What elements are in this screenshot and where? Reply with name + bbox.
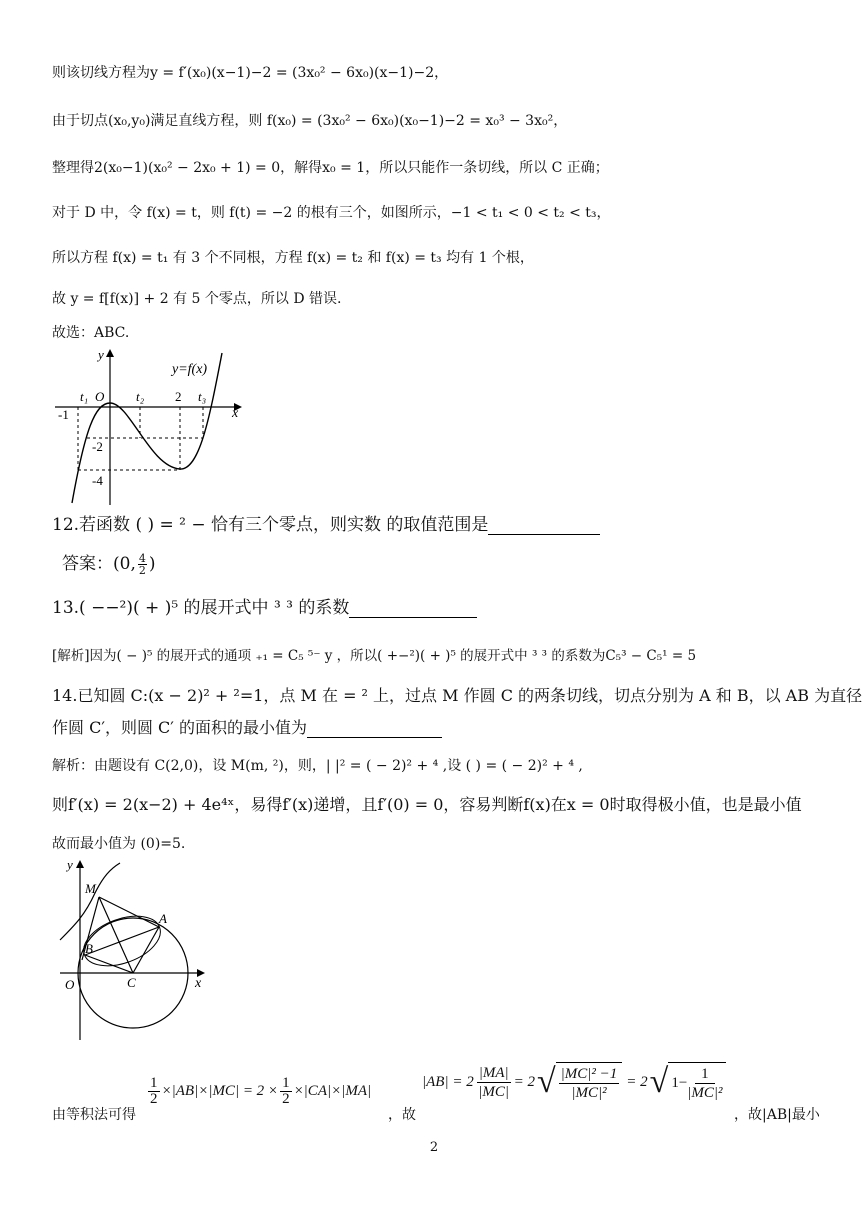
- question-text: 13.( −−²)( + )⁵ 的展开式中 ³ ³ 的系数: [52, 598, 350, 618]
- tick-t3: t₃: [198, 389, 207, 404]
- fraction-half: [148, 1076, 160, 1107]
- circle-tangent-graph: [55, 855, 215, 1045]
- x-axis-label: x: [195, 976, 202, 991]
- text-line: 整理得2(x₀−1)(x₀² − 2x₀ + 1) = 0，解得x₀ = 1，所以只能作一条切线，所以 C 正确；: [52, 160, 609, 176]
- origin-label: O: [95, 389, 105, 404]
- chord-length-formula: [422, 1062, 726, 1102]
- tick-t2: t₂: [136, 389, 145, 404]
- formula-text: ×|CA|×|MA|: [293, 1083, 372, 1099]
- solution-14-line2: 则f′(x) = 2(x−2) + 4e⁴ˣ，易得f′(x)递增，且f′(0) = 0，容易判断f(x)在x = 0时取得极小值，也是最小值: [52, 795, 802, 814]
- solution-14-line3: 故而最小值为 (0)=5.: [52, 836, 186, 852]
- answer-text: ): [148, 554, 156, 574]
- answer-blank: [307, 723, 442, 738]
- fraction: [477, 1064, 511, 1101]
- question-text: 作圆 C′，则圆 C′ 的面积的最小值为: [52, 718, 308, 737]
- curve-label: y=f(x): [172, 362, 208, 377]
- answer-text: 答案：(0,: [62, 554, 136, 574]
- point-C-label: C: [127, 975, 136, 990]
- fraction-numerator: |MC|² −1: [560, 1066, 618, 1082]
- text-line: 则该切线方程为y = f′(x₀)(x−1)−2 = (3x₀² − 6x₀)(x−1)−2，: [52, 65, 449, 81]
- tick-2: 2: [175, 389, 182, 404]
- page-number: 2: [429, 1140, 439, 1155]
- fraction-numerator: 1: [282, 1075, 290, 1091]
- text-line: 由于切点(x₀,y₀)满足直线方程，则 f(x₀) = (3x₀² − 6x₀)(x₀−1)−2 = x₀³ − 3x₀²，: [52, 113, 568, 129]
- sqrt-sign: √: [649, 1063, 669, 1100]
- sqrt-sign: √: [536, 1063, 556, 1100]
- formula-text: ×|AB|×|MC| = 2 ×: [161, 1083, 279, 1099]
- text-line: 对于 D 中，令 f(x) = t，则 f(t) = −2 的根有三个，如图所示，−1 < t₁ < 0 < t₂ < t₃，: [52, 205, 611, 221]
- equal-area-formula: [148, 1076, 371, 1107]
- point-M-label: M: [85, 881, 96, 896]
- origin-label: O: [65, 977, 75, 992]
- answer-blank: [488, 520, 600, 535]
- x-axis-label: x: [232, 406, 239, 421]
- question-12: [52, 515, 600, 535]
- fraction-denominator: 2: [138, 564, 146, 577]
- fraction-numerator: |MA|: [478, 1064, 509, 1081]
- point-A-label: A: [159, 911, 167, 926]
- text-line: 故选：ABC.: [52, 325, 130, 341]
- fraction-denominator: 2: [282, 1091, 290, 1107]
- answer-blank: [349, 603, 477, 618]
- tick-neg1: -1: [58, 407, 69, 422]
- fraction-numerator: 1: [150, 1075, 158, 1091]
- y-axis-label: y: [67, 857, 73, 872]
- formula-text: 1−: [671, 1075, 688, 1091]
- question-14-line1: 14.已知圆 C:(x − 2)² + ²=1，点 M 在 = ² 上，过点 M 作圆 C 的两条切线，切点分别为 A 和 B，以 AB 为直径: [52, 686, 863, 705]
- point-B-label: B: [85, 941, 93, 956]
- text-line: 所以方程 f(x) = t₁ 有 3 个不同根，方程 f(x) = t₂ 和 f(x) = t₃ 均有 1 个根，: [52, 250, 534, 266]
- tick-t1: t₁: [80, 389, 89, 404]
- fraction-denominator: 2: [150, 1091, 158, 1107]
- cubic-graph: [50, 345, 250, 510]
- fraction-numerator: 4: [138, 552, 146, 565]
- fraction-denominator: |MC|²: [571, 1085, 607, 1101]
- text-line: ，故|AB|最小: [734, 1107, 820, 1123]
- question-text: 12.若函数 ( ) = ² − 恰有三个零点，则实数 的取值范围是: [52, 515, 489, 535]
- fraction: [687, 1065, 722, 1102]
- radicand: [668, 1062, 725, 1102]
- fraction: [556, 1062, 623, 1102]
- question-14-line2: [52, 718, 442, 738]
- y-axis-label: y: [98, 347, 104, 362]
- question-13: [52, 598, 477, 618]
- fraction-half: [280, 1076, 292, 1107]
- text-line: 由等积法可得: [52, 1107, 136, 1123]
- fraction-numerator: 1: [695, 1065, 715, 1084]
- formula-text: |AB| = 2: [422, 1073, 474, 1090]
- formula-text: = 2: [513, 1073, 535, 1090]
- text-line: ，故: [388, 1107, 416, 1123]
- solution-14-line1: 解析：由题设有 C(2,0)，设 M(m, ²)，则，| |² = ( − 2)² + ⁴ ,设 ( ) = ( − 2)² + ⁴ ,: [52, 758, 583, 774]
- text-line: 故 y = f[f(x)] + 2 有 5 个零点，所以 D 错误.: [52, 291, 342, 307]
- fraction-denominator: |MC|²: [687, 1085, 723, 1101]
- answer-12: [62, 553, 156, 576]
- solution-13: [解析]因为( − )⁵ 的展开式的通项 ₊₁ = C₅ ⁵⁻ y ，所以( +−²)( + )⁵ 的展开式中 ³ ³ 的系数为C₅³ − C₅¹ = 5: [52, 648, 697, 664]
- tick-neg2: -2: [92, 439, 103, 454]
- formula-text: = 2: [626, 1073, 648, 1090]
- fraction-denominator: |MC|: [478, 1083, 510, 1100]
- tick-neg4: -4: [92, 473, 103, 488]
